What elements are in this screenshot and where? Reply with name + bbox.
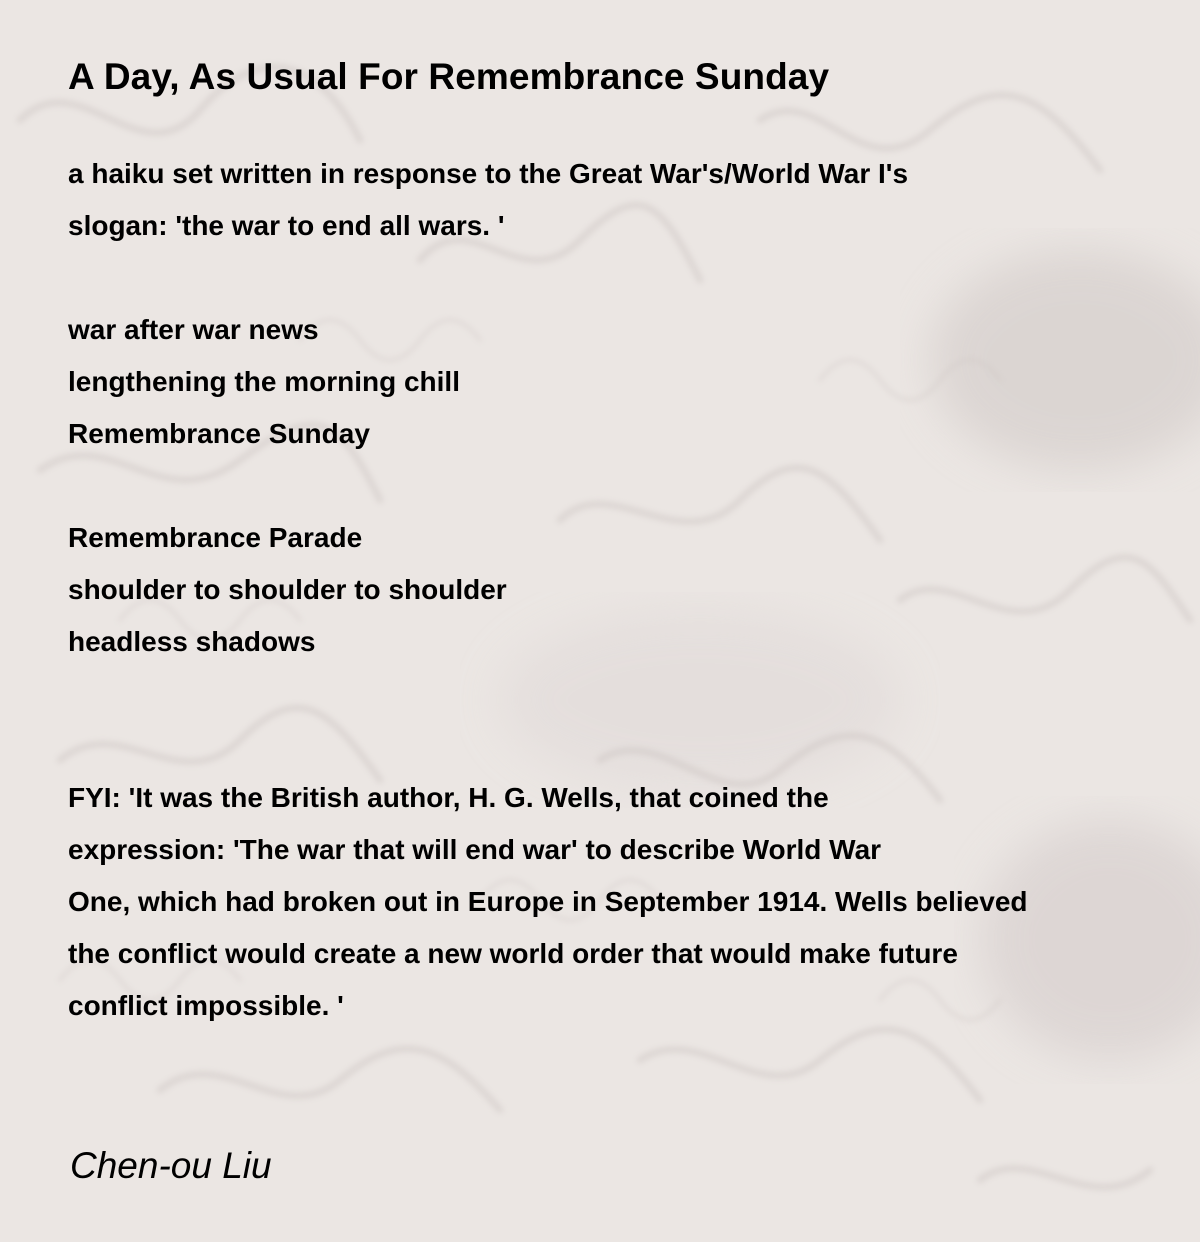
poem-line: a haiku set written in response to the Great War's/World War I's: [68, 158, 909, 189]
poem-line: Remembrance Sunday: [68, 418, 370, 449]
poem-line: headless shadows: [68, 626, 316, 657]
poem-title: A Day, As Usual For Remembrance Sunday: [68, 56, 830, 97]
poem-blank-line: [68, 668, 1188, 720]
poem-line: war after war news: [68, 314, 319, 345]
poem-line: lengthening the morning chill: [68, 366, 460, 397]
poem-blank-line: [68, 460, 1188, 512]
poem-line: the conflict would create a new world order that would make future: [68, 938, 958, 969]
poem-line: shoulder to shoulder to shoulder: [68, 574, 507, 605]
poem-body: [68, 148, 1188, 1032]
poem-line: FYI: 'It was the British author, H. G. Wells, that coined the: [68, 782, 829, 813]
poem-line: Remembrance Parade: [68, 522, 363, 553]
poem-line: One, which had broken out in Europe in September 1914. Wells believed: [68, 886, 1028, 917]
poem-line: conflict impossible. ': [68, 990, 344, 1021]
poem-author: Chen-ou Liu: [70, 1145, 272, 1186]
poem-line: expression: 'The war that will end war' to describe World War: [68, 834, 882, 865]
poem-blank-line: [68, 720, 1188, 772]
poem-line: slogan: 'the war to end all wars. ': [68, 210, 505, 241]
poem-blank-line: [68, 252, 1188, 304]
